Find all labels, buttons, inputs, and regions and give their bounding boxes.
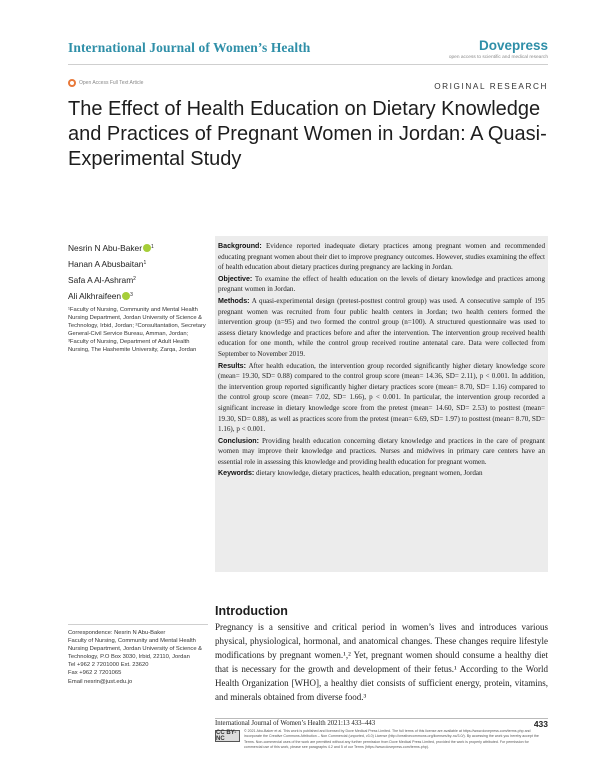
author-item xyxy=(68,256,208,272)
abstract-keywords xyxy=(218,468,545,479)
open-access-label xyxy=(68,79,143,87)
abstract-objective xyxy=(218,274,545,295)
affiliations: ¹Faculty of Nursing, Community and Mental Health Nursing Department, Jordan University of Science & Technology, Irbid, Jordan; ²Consultantation, Secretary General-Civil Service Bureau, Amman, Jordan; ³Faculty of Nursing, Department of Adult Health Nursing, The Hashemite University, Zarqa, Jordan xyxy=(68,307,206,354)
abstract-methods xyxy=(218,296,545,360)
abstract-label: Methods: xyxy=(218,296,250,305)
author-name[interactable]: Safa A Al-Ashram xyxy=(68,275,134,285)
abstract-box xyxy=(215,236,548,572)
abstract-text: To examine the effect of health education on the levels of dietary knowledge and practices among pregnant women in Jordan. xyxy=(218,274,545,294)
author-item xyxy=(68,240,208,256)
footer-citation: International Journal of Women’s Health 2021:13 433–443 xyxy=(215,720,376,727)
abstract-label: Objective: xyxy=(218,274,253,283)
introduction-paragraph: Pregnancy is a sensitive and critical period in women’s lives and introduces various physical, physiological, hormonal, and anatomical changes. These changes require lifestyle modifications by pregnant women.¹,² Yet, pregnant women should consume a healthy diet that is necessary for the growth and development of their fetus.¹ According to the World Health Organization [WHO], a healthy diet consists of sufficient energy, protein, vitamins, and minerals obtained from diverse food.³ xyxy=(215,622,548,702)
author-list xyxy=(68,240,208,304)
author-item xyxy=(68,288,208,304)
correspondence-heading: Correspondence: Nesrin N Abu-Baker xyxy=(68,630,166,636)
abstract-label: Results: xyxy=(218,361,246,370)
affiliation-marker: 3 xyxy=(130,292,133,298)
abstract-text: Evidence reported inadequate dietary practices among pregnant women and recommended educating pregnant women about their diet to improve pregnancy outcomes. However, studies examining the effect of health education about dietary practices during pregnancy are lacking in Jordan. xyxy=(218,242,545,272)
correspondence-tel: Tel +962 2 7201000 Ext. 23620 xyxy=(68,662,149,669)
abstract-results xyxy=(218,361,545,435)
open-access-icon xyxy=(68,79,76,87)
header-divider xyxy=(68,64,548,65)
publisher-logo: Dovepress xyxy=(478,38,548,53)
license-text: © 2021 Abu-Baker et al. This work is published and licensed by Dove Medical Press Limited. The full terms of this license are available at https://www.dovepress.com/terms.php and incorporate the Creative Commons Attribution – Non Commercial (unported, v3.0) License (http://creativecommons.org/licenses/by-nc/3.0/). By accessing the work you hereby accept the Terms. Non-commercial uses of the work are permitted without any further permission from Dove Medical Press Limited, provided the work is properly attributed. For permission for commercial use of this work, please see paragraphs 4.2 and 5 of our Terms (https://www.dovepress.com/terms.php). xyxy=(244,729,539,750)
author-item xyxy=(68,272,208,288)
abstract-background xyxy=(218,241,545,273)
correspondence-fax: Fax +962 2 7201065 xyxy=(68,670,122,677)
abstract-label: Background: xyxy=(218,242,262,250)
abstract-conclusion xyxy=(218,436,545,468)
correspondence-email[interactable]: Email nesrin@just.edu.jo xyxy=(68,678,133,685)
abstract-text: dietary knowledge, dietary practices, health education, pregnant women, Jordan xyxy=(254,469,483,478)
correspondence-address: Faculty of Nursing, Community and Mental Health Nursing Department, Jordan University of Science & Technology, P.O Box 3030, Irbid, 22110, Jordan xyxy=(68,638,203,661)
affiliation-marker: 1 xyxy=(151,244,154,250)
orcid-icon[interactable] xyxy=(122,292,130,300)
abstract-label: Conclusion: xyxy=(218,436,259,445)
affiliation-marker: 1 xyxy=(143,260,147,266)
abstract-text: After health education, the intervention group recorded significantly higher dietary knowledge score (mean= 19.30, SD= 0.88) compared to the control group score (mean= 14.36, SD= 2.11), p < 0.001. In addition, the intervention group reported significantly higher dietary practices score (mean= 8.70, SD= 1.16) compared to the control group score (mean= 7.02, SD= 1.66), p < 0.001. In particular, the intervention group recorded a significant increase in dietary knowledge score from the pretest (mean= 14.60, SD= 2.53) to posttest (mean= 19.30, SD= 0.88), as well as practices score from the pretest (mean= 6.69, SD= 1.97) to posttest (mean= 8.70, SD= 1.16), p < 0.001. xyxy=(218,361,545,434)
abstract-text: Providing health education concerning dietary knowledge and practices in the care of pregnant women may improve their knowledge and practices. Nurses and midwives in primary care centers have an essential role in assessing this knowledge and providing health education for pregnant women. xyxy=(218,436,545,466)
abstract-label: Keywords: xyxy=(218,469,255,478)
correspondence-block xyxy=(68,629,208,686)
author-name[interactable]: Nesrin N Abu-Baker xyxy=(68,243,143,253)
orcid-icon[interactable] xyxy=(143,244,151,252)
footer-divider xyxy=(215,718,548,719)
publisher-tagline: open access to scientific and medical research xyxy=(448,55,548,60)
author-name[interactable]: Ali Alkhraifeen xyxy=(68,291,122,301)
cc-license-badge[interactable]: CC BY-NC xyxy=(215,730,240,742)
article-title: The Effect of Health Education on Dietary Knowledge and Practices of Pregnant Women in Jordan: A Quasi-Experimental Study xyxy=(68,98,547,170)
article-type: ORIGINAL RESEARCH xyxy=(434,82,548,91)
page-number: 433 xyxy=(533,719,548,729)
author-name[interactable]: Hanan A Abusbaitan xyxy=(68,259,144,269)
correspondence-divider xyxy=(68,624,208,625)
affiliation-marker: 2 xyxy=(133,276,136,282)
open-access-text: Open Access Full Text Article xyxy=(79,80,144,86)
section-heading: Introduction xyxy=(215,604,288,618)
abstract-text: A quasi-experimental design (pretest-posttest control group) was used. A consecutive sample of 195 pregnant women was recruited from four public health centers in Jordan; two health centers formed the intervention group (n=95) and two formed the control group (n=100). A structured questionnaire was used to assess dietary knowledge and practices before and after the intervention. The intervention group received health education for one month, while the control group received routine antenatal care. Data were collected from September to November 2019. xyxy=(218,296,545,358)
journal-name: International Journal of Women’s Health xyxy=(68,40,311,55)
